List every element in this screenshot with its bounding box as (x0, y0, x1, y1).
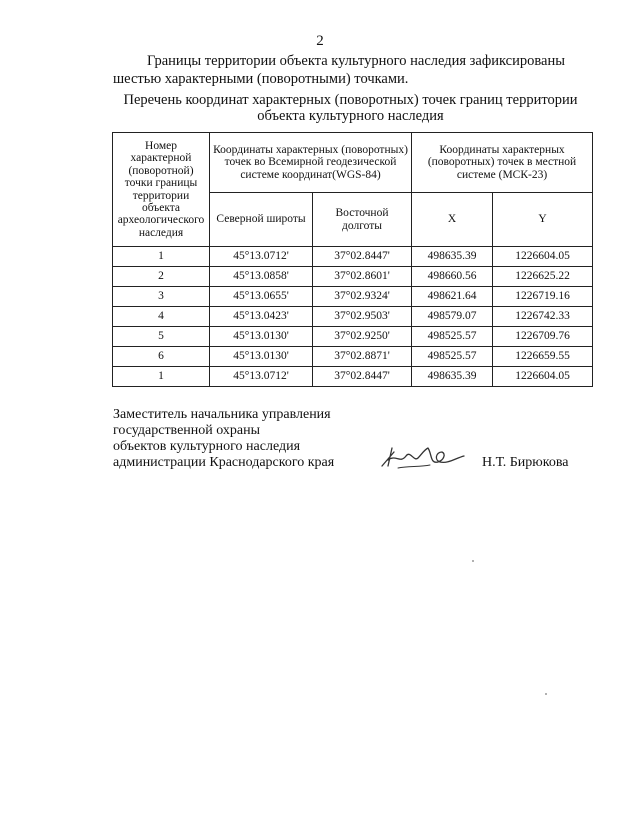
x-cell: 498660.56 (412, 267, 493, 287)
latitude-cell: 45°13.0423' (210, 307, 313, 327)
page-number: 2 (316, 33, 324, 49)
latitude-cell: 45°13.0130' (210, 327, 313, 347)
longitude-cell: 37°02.8871' (313, 347, 412, 367)
x-cell: 498525.57 (412, 327, 493, 347)
y-cell: 1226604.05 (493, 247, 593, 267)
y-cell: 1226719.16 (493, 287, 593, 307)
longitude-cell: 37°02.8447' (313, 367, 412, 387)
y-cell: 1226604.05 (493, 367, 593, 387)
table-row (113, 247, 593, 267)
table-row (113, 307, 593, 327)
point-number-cell: 5 (113, 327, 210, 347)
intro-paragraph (113, 52, 588, 88)
table-row (113, 267, 593, 287)
y-cell: 1226742.33 (493, 307, 593, 327)
point-number-cell: 1 (113, 367, 210, 387)
x-cell: 498621.64 (412, 287, 493, 307)
signer-name: Н.Т. Бирюкова (482, 455, 569, 470)
y-header: Y (493, 193, 593, 247)
signer-line-4: администрации Краснодарского края (113, 455, 335, 470)
longitude-cell: 37°02.8601' (313, 267, 412, 287)
scan-speck (472, 560, 474, 562)
signer-line-1: Заместитель начальника управления (113, 407, 331, 422)
table-row (113, 287, 593, 307)
point-number-cell: 2 (113, 267, 210, 287)
y-cell: 1226659.55 (493, 347, 593, 367)
x-header: X (412, 193, 493, 247)
table-row (113, 347, 593, 367)
y-cell: 1226625.22 (493, 267, 593, 287)
latitude-cell: 45°13.0655' (210, 287, 313, 307)
table-heading-line-2: объекта культурного наследия (257, 108, 444, 124)
point-number-cell: 6 (113, 347, 210, 367)
signer-position (113, 407, 334, 471)
longitude-cell: 37°02.8447' (313, 247, 412, 267)
longitude-cell: 37°02.9324' (313, 287, 412, 307)
intro-line-2: шестью характерными (поворотными) точками. (113, 71, 409, 87)
longitude-cell: 37°02.9250' (313, 327, 412, 347)
coordinates-table (112, 132, 593, 387)
x-cell: 498579.07 (412, 307, 493, 327)
latitude-cell: 45°13.0712' (210, 367, 313, 387)
wgs84-header: Координаты характерных (поворотных) точек во Всемирной геодезической системе координат(WGS-84) (210, 133, 412, 193)
scan-speck (545, 693, 547, 695)
latitude-cell: 45°13.0858' (210, 267, 313, 287)
point-number-cell: 3 (113, 287, 210, 307)
x-cell: 498525.57 (412, 347, 493, 367)
x-cell: 498635.39 (412, 247, 493, 267)
latitude-cell: 45°13.0712' (210, 247, 313, 267)
intro-line-1: Границы территории объекта культурного наследия зафиксированы (147, 53, 565, 69)
table-heading-line-1: Перечень координат характерных (поворотных) точек границ территории (123, 92, 578, 108)
table-row (113, 327, 593, 347)
signer-line-2: государственной охраны (113, 423, 261, 438)
longitude-cell: 37°02.9503' (313, 307, 412, 327)
point-number-header: Номер характерной (поворотной) точки границы территории объекта археологического наследия (113, 133, 210, 247)
point-number-cell: 4 (113, 307, 210, 327)
handwritten-signature (378, 440, 468, 474)
signer-line-3: объектов культурного наследия (113, 439, 301, 454)
point-number-cell: 1 (113, 247, 210, 267)
coordinates-table-body (113, 247, 593, 387)
latitude-header: Северной широты (210, 193, 313, 247)
table-heading (113, 92, 588, 124)
msk23-header: Координаты характерных (поворотных) точек в местной системе (МСК-23) (412, 133, 593, 193)
latitude-cell: 45°13.0130' (210, 347, 313, 367)
table-row (113, 367, 593, 387)
x-cell: 498635.39 (412, 367, 493, 387)
y-cell: 1226709.76 (493, 327, 593, 347)
longitude-header: Восточной долготы (313, 193, 412, 247)
